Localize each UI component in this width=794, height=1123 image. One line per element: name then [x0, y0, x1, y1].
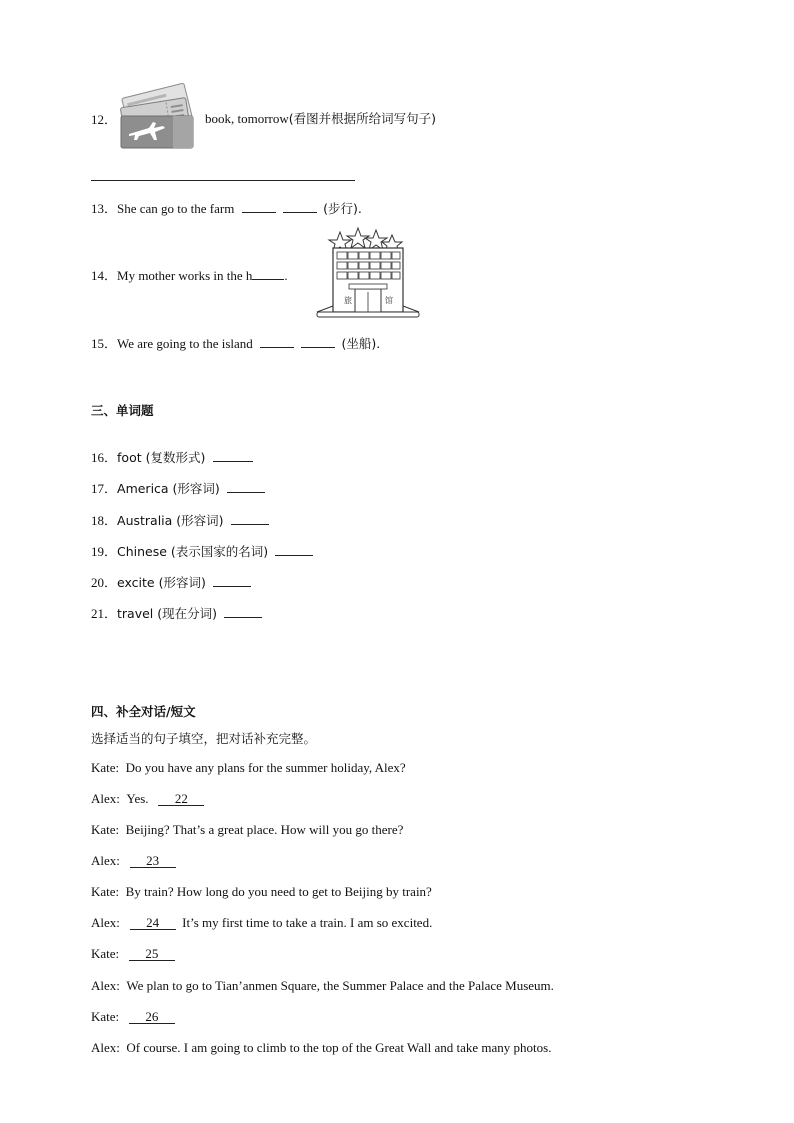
- speaker: Alex:: [91, 791, 120, 806]
- speaker: Kate:: [91, 822, 120, 837]
- question-number: 12．: [91, 112, 118, 127]
- hotel-sign-char: 旅: [344, 296, 352, 305]
- word-question: [91, 478, 265, 497]
- question-number: 16．: [91, 450, 118, 465]
- speaker: Alex:: [91, 853, 120, 868]
- answer-blank-24[interactable]: 24: [130, 916, 176, 930]
- speaker: Kate:: [91, 946, 120, 961]
- speaker: Kate:: [91, 884, 120, 899]
- speaker: Kate:: [91, 760, 120, 775]
- question-text: foot (复数形式): [117, 450, 206, 465]
- question-number: 13．: [91, 201, 118, 216]
- section-4-instruction: 选择适当的句子填空，把对话补充完整。: [91, 731, 317, 746]
- speaker: Kate:: [91, 1009, 120, 1024]
- answer-blank[interactable]: [242, 200, 276, 213]
- question-text: My mother works in the h: [117, 268, 253, 283]
- question-12: [91, 109, 117, 128]
- dialogue-line: [91, 946, 175, 962]
- question-13: [91, 198, 362, 217]
- answer-blank[interactable]: [275, 543, 313, 556]
- question-number: 18．: [91, 513, 118, 528]
- answer-blank-26[interactable]: 26: [129, 1010, 175, 1024]
- word-question: [91, 603, 262, 622]
- hint: (步行).: [323, 201, 362, 216]
- question-number: 15．: [91, 336, 118, 351]
- hotel-building-image: [315, 226, 421, 320]
- question-14: [91, 265, 288, 284]
- dialogue-text: Do you have any plans for the summer holiday, Alex?: [125, 760, 406, 775]
- given-words: book, tomorrow: [205, 111, 289, 126]
- answer-blank[interactable]: [301, 335, 335, 348]
- answer-line[interactable]: [91, 180, 355, 181]
- word-question: [91, 510, 269, 529]
- question-number: 17．: [91, 481, 118, 496]
- dialogue-text: Yes.: [126, 791, 149, 806]
- answer-blank[interactable]: [224, 605, 262, 618]
- dialogue-text: By train? How long do you need to get to Beijing by train?: [125, 884, 432, 899]
- dialogue-line: [91, 884, 432, 900]
- question-number: 20．: [91, 575, 118, 590]
- dialogue-line: [91, 978, 554, 994]
- question-text: Australia (形容词): [117, 513, 224, 528]
- question-text: She can go to the farm: [117, 201, 235, 216]
- question-text: We are going to the island: [117, 336, 253, 351]
- dialogue-text: It’s my first time to take a train. I am so excited.: [182, 915, 433, 930]
- question-number: 21．: [91, 606, 118, 621]
- answer-blank[interactable]: [227, 480, 265, 493]
- answer-blank[interactable]: [283, 200, 317, 213]
- word-question: [91, 447, 253, 466]
- answer-blank-25[interactable]: 25: [129, 947, 175, 961]
- speaker: Alex:: [91, 978, 120, 993]
- dialogue-text: We plan to go to Tian’anmen Square, the Summer Palace and the Palace Museum.: [126, 978, 554, 993]
- question-text: travel (现在分词): [117, 606, 218, 621]
- hotel-sign-char: 馆: [385, 296, 393, 305]
- plane-tickets-image: [119, 82, 195, 150]
- answer-blank[interactable]: [260, 335, 294, 348]
- answer-blank[interactable]: [213, 449, 253, 462]
- question-number: 19．: [91, 544, 118, 559]
- answer-blank[interactable]: [213, 574, 251, 587]
- dialogue-text: Beijing? That’s a great place. How will you go there?: [125, 822, 404, 837]
- speaker: Alex:: [91, 915, 120, 930]
- question-number: 14．: [91, 268, 118, 283]
- word-question: [91, 541, 313, 560]
- answer-blank-22[interactable]: 22: [158, 792, 204, 806]
- question-text: excite (形容词): [117, 575, 206, 590]
- answer-blank[interactable]: [231, 512, 269, 525]
- section-4-title: 四、补全对话/短文: [91, 704, 196, 719]
- dialogue-line: [91, 791, 204, 807]
- dialogue-line: [91, 915, 432, 931]
- dialogue-line: [91, 1009, 175, 1025]
- word-question: [91, 572, 251, 591]
- answer-blank[interactable]: [252, 267, 284, 280]
- hint: (坐船).: [341, 336, 381, 351]
- dialogue-line: [91, 822, 403, 838]
- section-3-title: 三、单词题: [91, 403, 154, 418]
- dialogue-line: [91, 1040, 551, 1056]
- question-text: Chinese (表示国家的名词): [117, 544, 269, 559]
- question-text: America (形容词): [117, 481, 220, 496]
- answer-blank-23[interactable]: 23: [130, 854, 176, 868]
- dialogue-text: Of course. I am going to climb to the top of the Great Wall and take many photos.: [126, 1040, 552, 1055]
- dialogue-line: [91, 853, 176, 869]
- instruction: (看图并根据所给词写句子): [288, 111, 437, 126]
- punctuation: .: [284, 268, 288, 283]
- speaker: Alex:: [91, 1040, 120, 1055]
- question-12-prompt: [205, 109, 436, 127]
- question-15: [91, 333, 380, 352]
- dialogue-line: [91, 760, 406, 776]
